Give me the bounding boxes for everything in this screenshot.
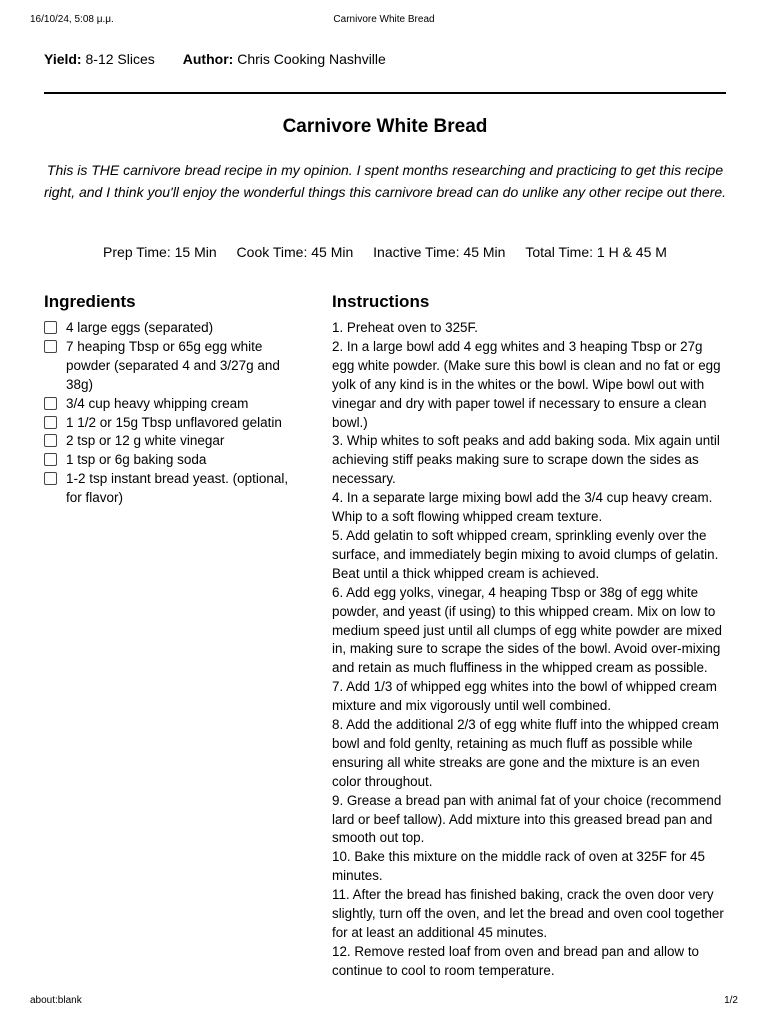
ingredient-checkbox[interactable] xyxy=(44,453,57,466)
ingredient-item xyxy=(44,451,294,470)
instruction-step: 7. Add 1/3 of whipped egg whites into the bowl of whipped cream mixture and mix vigorously until well combined. xyxy=(332,679,717,714)
ingredient-text: 3/4 cup heavy whipping cream xyxy=(66,395,249,411)
ingredient-text: 7 heaping Tbsp or 65g egg white powder (separated 4 and 3/27g and 38g) xyxy=(66,338,280,392)
instructions-heading: Instructions xyxy=(332,292,430,311)
author-value: Chris Cooking Nashville xyxy=(237,51,386,67)
ingredient-item xyxy=(44,319,294,338)
ingredient-checkbox[interactable] xyxy=(44,321,57,334)
ingredients-list xyxy=(44,319,294,508)
ingredient-item xyxy=(44,432,294,451)
ingredients-heading: Ingredients xyxy=(44,292,136,311)
recipe-summary: This is THE carnivore bread recipe in my opinion. I spent months researching and practicing to get this recipe right, and I think you'll enjoy the wonderful things this carnivore bread can do unlike any other recipe out there. xyxy=(43,162,727,200)
prep-time: Prep Time: 15 Min xyxy=(103,244,217,260)
print-url: about:blank xyxy=(30,995,82,1006)
ingredient-text: 4 large eggs (separated) xyxy=(66,320,214,335)
instructions-list xyxy=(332,319,728,981)
instruction-step: 6. Add egg yolks, vinegar, 4 heaping Tbsp or 38g of egg white powder, and yeast (if using) to this whipped cream. Mix on low to medium speed just until all clumps of egg white powder are mixed in, making sure to scrape the sides of the bowl. Avoid over-mixing and retain as much fluffiness in the whipped cream as possible. xyxy=(332,584,723,676)
page-number: 1/2 xyxy=(724,995,738,1006)
ingredient-item xyxy=(44,395,294,414)
yield-info xyxy=(44,51,155,67)
cook-time: Cook Time: 45 Min xyxy=(236,244,354,260)
instruction-step: 1. Preheat oven to 325F. xyxy=(332,320,478,335)
ingredient-item xyxy=(44,338,294,395)
instruction-step: 10. Bake this mixture on the middle rack of oven at 325F for 45 minutes. xyxy=(332,849,705,884)
author-info xyxy=(183,51,386,67)
instruction-step: 8. Add the additional 2/3 of egg white fluff into the whipped cream bowl and fold genlty, retaining as much fluff as possible while ensuring all white streaks are gone and the mixture is an even color throughout. xyxy=(332,717,719,789)
ingredient-item xyxy=(44,470,294,508)
ingredient-checkbox[interactable] xyxy=(44,416,57,429)
recipe-times xyxy=(44,244,726,260)
instruction-step: 2. In a large bowl add 4 egg whites and 3 heaping Tbsp or 27g egg white powder. (Make sure this bowl is clean and no fat or egg yolk of any kind is in the whites or the bowl. Wipe bowl out with vinegar and dry with paper towel if necessary to ensure a clean bowl.) xyxy=(332,338,721,430)
instruction-step: 5. Add gelatin to soft whipped cream, sprinkling evenly over the surface, and immediately begin mixing to avoid clumps of gelatin. Beat until a thick whipped cream is achieved. xyxy=(332,527,719,581)
recipe-title: Carnivore White Bread xyxy=(282,116,488,137)
header-divider xyxy=(44,92,726,94)
instruction-step: 4. In a separate large mixing bowl add the 3/4 cup heavy cream. Whip to a soft flowing whipped cream texture. xyxy=(332,490,713,525)
instruction-step: 12. Remove rested loaf from oven and bread pan and allow to continue to cool to room temperature. xyxy=(332,943,699,978)
instruction-step: 3. Whip whites to soft peaks and add baking soda. Mix again until achieving stiff peaks making sure to scrape down the sides as necessary. xyxy=(332,433,720,487)
print-header xyxy=(30,14,738,30)
inactive-time: Inactive Time: 45 Min xyxy=(373,244,506,260)
ingredient-item xyxy=(44,414,294,433)
print-date: 16/10/24, 5:08 μ.μ. xyxy=(30,14,114,25)
recipe-meta xyxy=(44,51,414,67)
print-doc-title: Carnivore White Bread xyxy=(333,14,435,25)
ingredient-checkbox[interactable] xyxy=(44,434,57,447)
instruction-step: 11. After the bread has finished baking, crack the oven door very slightly, turn off the oven, and let the bread and oven cool together for at least an additional 45 minutes. xyxy=(332,887,724,940)
ingredient-text: 1 1/2 or 15g Tbsp unflavored gelatin xyxy=(66,414,282,430)
ingredient-text: 1-2 tsp instant bread yeast. (optional, for flavor) xyxy=(66,471,289,506)
ingredient-checkbox[interactable] xyxy=(44,397,57,410)
ingredient-text: 1 tsp or 6g baking soda xyxy=(66,452,207,468)
author-label: Author: xyxy=(182,51,234,67)
ingredient-text: 2 tsp or 12 g white vinegar xyxy=(66,433,225,449)
yield-value: 8-12 Slices xyxy=(85,51,155,67)
yield-label: Yield: xyxy=(44,51,82,67)
instruction-step: 9. Grease a bread pan with animal fat of your choice (recommend lard or beef tallow). Add mixture into this greased bread pan and smooth out top. xyxy=(332,792,722,846)
ingredient-checkbox[interactable] xyxy=(44,472,57,485)
ingredient-checkbox[interactable] xyxy=(44,340,57,353)
total-time: Total Time: 1 H & 45 M xyxy=(525,244,667,260)
